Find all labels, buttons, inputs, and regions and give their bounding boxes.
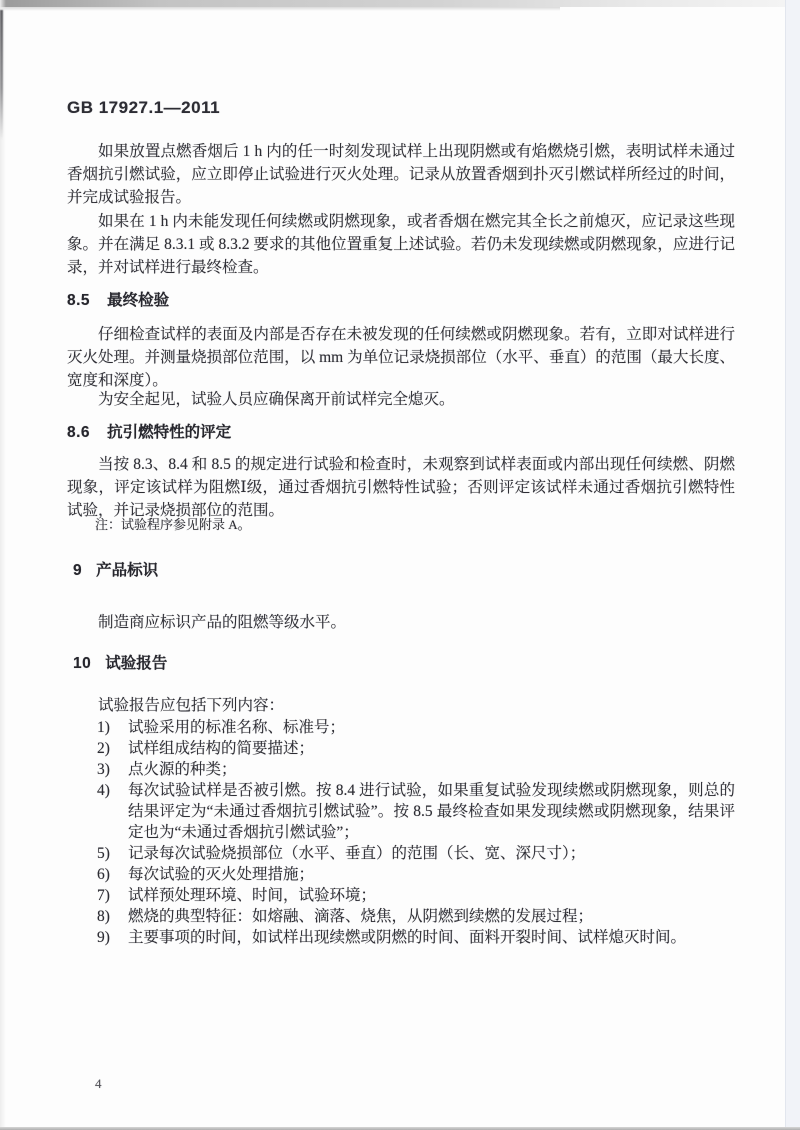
- section-heading-8-5: [67, 291, 735, 310]
- list-item-number: 1): [97, 719, 110, 736]
- paragraph-final-check: 仔细检查试样的表面及内部是否存在未被发现的任何续燃或阴燃现象。若有，立即对试样进行灭火处理。并测量烧损部位范围，以 mm 为单位记录烧损部位（水平、垂直）的范围（最大长度、宽度和深度）。: [67, 326, 735, 389]
- paragraph-report-intro: 试验报告应包括下列内容：: [98, 697, 285, 714]
- note-annex-reference: 注：试验程序参见附录 A。: [95, 517, 251, 532]
- list-item-text: 试验采用的标准名称、标准号；: [128, 719, 346, 736]
- list-item: [67, 759, 735, 780]
- list-item: [67, 717, 735, 738]
- list-item: [67, 738, 735, 759]
- section-title: 产品标识: [96, 562, 159, 579]
- section-title: 最终检验: [107, 292, 170, 309]
- scan-edge-left: [0, 0, 6, 1130]
- list-item-number: 4): [97, 782, 110, 799]
- list-item-number: 7): [97, 887, 110, 904]
- list-item-text: 记录每次试验烧损部位（水平、垂直）的范围（长、宽、深尺寸）；: [128, 845, 586, 862]
- paragraph-evaluation: 当按 8.3、8.4 和 8.5 的规定进行试验和检查时，未观察到试样表面或内部出现任何续燃、阴燃现象，评定该试样为阻燃Ⅰ级，通过香烟抗引燃特性试验；否则评定该试样未通过香烟抗引燃特性试验，并记录烧损部位的范围。: [67, 456, 735, 519]
- page-number: 4: [95, 1076, 102, 1091]
- list-item: [67, 843, 735, 864]
- paragraph-no-ignition: 如果在 1 h 内未能发现任何续燃或阴燃现象，或者香烟在燃完其全长之前熄灭，应记录这些现象。并在满足 8.3.1 或 8.3.2 要求的其他位置重复上述试验。若仍未发现续燃或阴燃现象，应进行记录，并对试样进行最终检查。: [67, 213, 735, 276]
- list-item: [67, 927, 735, 948]
- list-item-text: 试样预处理环境、时间，试验环境；: [128, 887, 377, 904]
- section-number: 8.6: [67, 424, 91, 441]
- list-item-number: 6): [97, 866, 110, 883]
- list-item-text: 燃烧的典型特征：如熔融、滴落、烧焦，从阴燃到续燃的发展过程；: [128, 908, 594, 925]
- scan-edge-left-marks: [0, 10, 3, 140]
- section-heading-8-6: [67, 423, 735, 442]
- list-item-number: 3): [97, 761, 110, 778]
- section-number: 8.5: [67, 292, 91, 309]
- paragraph-cigarette-ignition: 如果放置点燃香烟后 1 h 内的任一时刻发现试样上出现阴燃或有焰燃烧引燃，表明试样未通过香烟抗引燃试验，应立即停止试验进行灭火处理。记录从放置香烟到扑灭引燃试样所经过的时间，并完成试验报告。: [67, 143, 735, 206]
- section-heading-9: [67, 561, 735, 580]
- list-item: [67, 780, 735, 843]
- list-item-text: 点火源的种类；: [128, 761, 237, 778]
- list-item-text: 试样组成结构的简要描述；: [128, 740, 315, 757]
- scan-edge-right: [785, 0, 800, 1130]
- section-number: 10: [73, 655, 92, 672]
- section-heading-10: [67, 654, 735, 673]
- list-item-number: 5): [97, 845, 110, 862]
- list-item: [67, 864, 735, 885]
- list-item-number: 2): [97, 740, 110, 757]
- list-item: [67, 885, 735, 906]
- report-content-list: [67, 717, 735, 948]
- standard-number-header: GB 17927.1—2011: [67, 98, 221, 117]
- list-item: [67, 906, 735, 927]
- paragraph-safety: 为安全起见，试验人员应确保离开前试样完全熄灭。: [98, 391, 455, 408]
- list-item-number: 9): [97, 929, 110, 946]
- paragraph-product-marking: 制造商应标识产品的阻燃等级水平。: [98, 614, 347, 631]
- list-item-number: 8): [97, 908, 110, 925]
- list-item-text: 主要事项的时间，如试样出现续燃或阴燃的时间、面料开裂时间、试样熄灭时间。: [128, 929, 687, 946]
- section-title: 试验报告: [105, 655, 168, 672]
- list-item-text: 每次试验的灭火处理措施；: [128, 866, 315, 883]
- section-number: 9: [73, 562, 83, 579]
- section-title: 抗引燃特性的评定: [107, 424, 232, 441]
- list-item-text: 每次试验试样是否被引燃。按 8.4 进行试验，如果重复试验发现续燃或阴燃现象，则总的结果评定为“未通过香烟抗引燃试验”。按 8.5 最终检查如果发现续燃或阴燃现象，结果评定也为“未通过香烟抗引燃试验”；: [128, 782, 735, 841]
